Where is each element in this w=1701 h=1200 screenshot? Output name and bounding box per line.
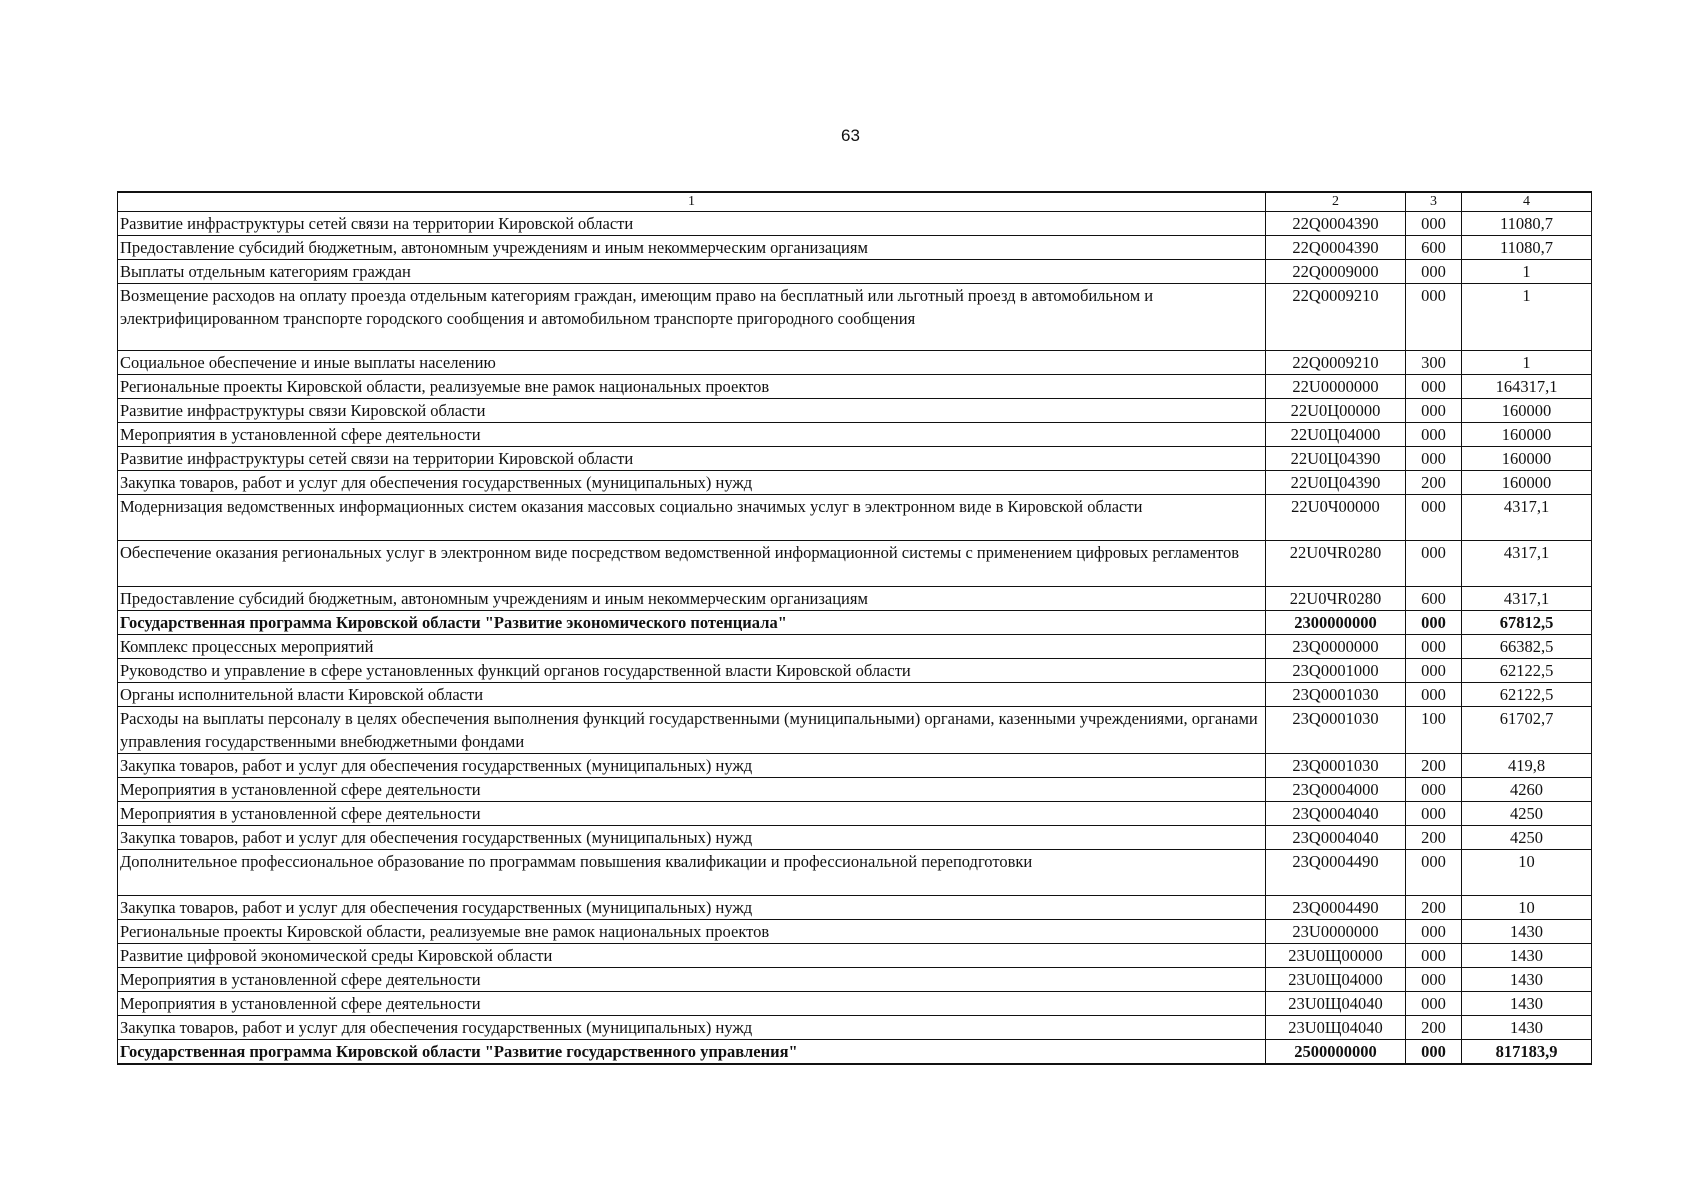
row-sum-cell: 66382,5 (1462, 635, 1592, 659)
row-name-cell: Выплаты отдельным категориям граждан (118, 260, 1266, 284)
table-row (118, 754, 1592, 778)
table-row (118, 968, 1592, 992)
table-row (118, 635, 1592, 659)
row-code-cell: 23Q0004000 (1266, 778, 1406, 802)
table-row (118, 447, 1592, 471)
row-code-cell: 22U0Ц00000 (1266, 399, 1406, 423)
row-type-cell: 300 (1406, 351, 1462, 375)
row-name-cell: Мероприятия в установленной сфере деятельности (118, 968, 1266, 992)
row-name-cell: Расходы на выплаты персоналу в целях обеспечения выполнения функций государственными (муниципальными) органами, казенными учреждениями, органами управления государственными внебюджетными фондами (118, 707, 1266, 754)
row-type-cell: 000 (1406, 399, 1462, 423)
table-row (118, 399, 1592, 423)
row-sum-cell: 160000 (1462, 423, 1592, 447)
row-sum-cell: 4317,1 (1462, 541, 1592, 587)
row-name-cell: Закупка товаров, работ и услуг для обеспечения государственных (муниципальных) нужд (118, 471, 1266, 495)
row-code-cell: 23U0Щ04040 (1266, 992, 1406, 1016)
row-sum-cell: 1430 (1462, 920, 1592, 944)
row-type-cell: 000 (1406, 1040, 1462, 1065)
row-sum-cell: 1430 (1462, 992, 1592, 1016)
row-name-cell: Предоставление субсидий бюджетным, автономным учреждениям и иным некоммерческим организациям (118, 587, 1266, 611)
row-code-cell: 23Q0004490 (1266, 850, 1406, 896)
row-type-cell: 000 (1406, 920, 1462, 944)
page-number: 63 (841, 126, 860, 145)
table-row (118, 826, 1592, 850)
table-row (118, 284, 1592, 351)
row-name-cell: Государственная программа Кировской области "Развитие государственного управления" (118, 1040, 1266, 1065)
row-name-cell: Закупка товаров, работ и услуг для обеспечения государственных (муниципальных) нужд (118, 896, 1266, 920)
header-col-4: 4 (1462, 192, 1592, 212)
table-row (118, 423, 1592, 447)
row-code-cell: 23Q0001030 (1266, 754, 1406, 778)
row-sum-cell: 1430 (1462, 968, 1592, 992)
header-col-2: 2 (1266, 192, 1406, 212)
table-row (118, 1016, 1592, 1040)
table-row (118, 920, 1592, 944)
row-sum-cell: 1430 (1462, 1016, 1592, 1040)
row-code-cell: 23Q0000000 (1266, 635, 1406, 659)
row-name-cell: Развитие инфраструктуры сетей связи на территории Кировской области (118, 212, 1266, 236)
row-sum-cell: 10 (1462, 850, 1592, 896)
row-code-cell: 22U0Ц04390 (1266, 471, 1406, 495)
table-row (118, 992, 1592, 1016)
row-sum-cell: 817183,9 (1462, 1040, 1592, 1065)
table-row (118, 611, 1592, 635)
row-name-cell: Органы исполнительной власти Кировской области (118, 683, 1266, 707)
row-code-cell: 23Q0001000 (1266, 659, 1406, 683)
table-row (118, 375, 1592, 399)
row-code-cell: 2300000000 (1266, 611, 1406, 635)
table-row (118, 541, 1592, 587)
table-row (118, 659, 1592, 683)
header-col-1: 1 (118, 192, 1266, 212)
row-code-cell: 23Q0001030 (1266, 707, 1406, 754)
row-sum-cell: 61702,7 (1462, 707, 1592, 754)
table-row (118, 707, 1592, 754)
row-code-cell: 22U0Ц04390 (1266, 447, 1406, 471)
row-sum-cell: 11080,7 (1462, 236, 1592, 260)
row-code-cell: 22Q0009210 (1266, 284, 1406, 351)
row-type-cell: 000 (1406, 968, 1462, 992)
budget-table (117, 191, 1592, 1065)
row-type-cell: 200 (1406, 471, 1462, 495)
row-name-cell: Развитие инфраструктуры связи Кировской области (118, 399, 1266, 423)
row-type-cell: 100 (1406, 707, 1462, 754)
row-sum-cell: 11080,7 (1462, 212, 1592, 236)
row-name-cell: Развитие инфраструктуры сетей связи на территории Кировской области (118, 447, 1266, 471)
row-name-cell: Региональные проекты Кировской области, реализуемые вне рамок национальных проектов (118, 920, 1266, 944)
row-type-cell: 200 (1406, 896, 1462, 920)
row-code-cell: 22Q0004390 (1266, 212, 1406, 236)
row-code-cell: 22U0000000 (1266, 375, 1406, 399)
row-sum-cell: 419,8 (1462, 754, 1592, 778)
row-code-cell: 23Q0004040 (1266, 826, 1406, 850)
row-code-cell: 23U0000000 (1266, 920, 1406, 944)
row-name-cell: Обеспечение оказания региональных услуг в электронном виде посредством ведомственной информационной системы с применением цифровых регламентов (118, 541, 1266, 587)
table-row (118, 802, 1592, 826)
table-row (118, 212, 1592, 236)
row-type-cell: 000 (1406, 802, 1462, 826)
row-name-cell: Региональные проекты Кировской области, реализуемые вне рамок национальных проектов (118, 375, 1266, 399)
table-row (118, 778, 1592, 802)
row-sum-cell: 4260 (1462, 778, 1592, 802)
table-row (118, 236, 1592, 260)
row-sum-cell: 1 (1462, 260, 1592, 284)
row-sum-cell: 10 (1462, 896, 1592, 920)
row-name-cell: Мероприятия в установленной сфере деятельности (118, 802, 1266, 826)
row-name-cell: Мероприятия в установленной сфере деятельности (118, 423, 1266, 447)
table-header (118, 192, 1592, 212)
row-sum-cell: 67812,5 (1462, 611, 1592, 635)
row-name-cell: Социальное обеспечение и иные выплаты населению (118, 351, 1266, 375)
row-type-cell: 000 (1406, 778, 1462, 802)
row-code-cell: 2500000000 (1266, 1040, 1406, 1065)
row-sum-cell: 4250 (1462, 802, 1592, 826)
row-type-cell: 000 (1406, 284, 1462, 351)
row-code-cell: 23U0Щ04040 (1266, 1016, 1406, 1040)
row-code-cell: 22Q0009000 (1266, 260, 1406, 284)
row-code-cell: 23U0Щ00000 (1266, 944, 1406, 968)
row-sum-cell: 164317,1 (1462, 375, 1592, 399)
row-type-cell: 200 (1406, 1016, 1462, 1040)
row-sum-cell: 4250 (1462, 826, 1592, 850)
row-name-cell: Закупка товаров, работ и услуг для обеспечения государственных (муниципальных) нужд (118, 1016, 1266, 1040)
header-col-3: 3 (1406, 192, 1462, 212)
table-row (118, 260, 1592, 284)
table-body (118, 212, 1592, 1065)
row-code-cell: 23Q0004490 (1266, 896, 1406, 920)
row-sum-cell: 1430 (1462, 944, 1592, 968)
table-row (118, 495, 1592, 541)
row-type-cell: 000 (1406, 992, 1462, 1016)
row-code-cell: 22Q0009210 (1266, 351, 1406, 375)
row-type-cell: 000 (1406, 212, 1462, 236)
row-sum-cell: 4317,1 (1462, 587, 1592, 611)
row-type-cell: 200 (1406, 754, 1462, 778)
table-row (118, 471, 1592, 495)
row-name-cell: Возмещение расходов на оплату проезда отдельным категориям граждан, имеющим право на бесплатный или льготный проезд в автомобильном и электрифицированном транспорте городского сообщения и автомобильном транспорте пригородного сообщения (118, 284, 1266, 351)
row-sum-cell: 160000 (1462, 399, 1592, 423)
row-code-cell: 23Q0004040 (1266, 802, 1406, 826)
row-type-cell: 600 (1406, 587, 1462, 611)
row-name-cell: Развитие цифровой экономической среды Кировской области (118, 944, 1266, 968)
table-row (118, 1040, 1592, 1065)
row-sum-cell: 62122,5 (1462, 659, 1592, 683)
row-type-cell: 000 (1406, 683, 1462, 707)
row-type-cell: 000 (1406, 423, 1462, 447)
table-row (118, 587, 1592, 611)
row-name-cell: Мероприятия в установленной сфере деятельности (118, 992, 1266, 1016)
row-code-cell: 23Q0001030 (1266, 683, 1406, 707)
row-sum-cell: 160000 (1462, 471, 1592, 495)
row-type-cell: 000 (1406, 850, 1462, 896)
row-code-cell: 22U0ЧR0280 (1266, 587, 1406, 611)
table-row (118, 683, 1592, 707)
row-name-cell: Закупка товаров, работ и услуг для обеспечения государственных (муниципальных) нужд (118, 826, 1266, 850)
row-type-cell: 000 (1406, 495, 1462, 541)
row-sum-cell: 160000 (1462, 447, 1592, 471)
table-row (118, 351, 1592, 375)
row-code-cell: 22Q0004390 (1266, 236, 1406, 260)
row-type-cell: 000 (1406, 611, 1462, 635)
row-code-cell: 22U0Ц04000 (1266, 423, 1406, 447)
table-row (118, 944, 1592, 968)
row-type-cell: 000 (1406, 447, 1462, 471)
row-sum-cell: 1 (1462, 351, 1592, 375)
row-sum-cell: 4317,1 (1462, 495, 1592, 541)
row-type-cell: 000 (1406, 375, 1462, 399)
row-name-cell: Дополнительное профессиональное образование по программам повышения квалификации и профессиональной переподготовки (118, 850, 1266, 896)
row-name-cell: Модернизация ведомственных информационных систем оказания массовых социально значимых услуг в электронном виде в Кировской области (118, 495, 1266, 541)
row-code-cell: 22U0Ч00000 (1266, 495, 1406, 541)
row-type-cell: 000 (1406, 944, 1462, 968)
row-type-cell: 000 (1406, 541, 1462, 587)
row-type-cell: 000 (1406, 659, 1462, 683)
table-row (118, 896, 1592, 920)
row-type-cell: 000 (1406, 260, 1462, 284)
row-type-cell: 200 (1406, 826, 1462, 850)
row-type-cell: 000 (1406, 635, 1462, 659)
row-name-cell: Руководство и управление в сфере установленных функций органов государственной власти Кировской области (118, 659, 1266, 683)
row-type-cell: 600 (1406, 236, 1462, 260)
row-name-cell: Предоставление субсидий бюджетным, автономным учреждениям и иным некоммерческим организациям (118, 236, 1266, 260)
table-row (118, 850, 1592, 896)
row-name-cell: Закупка товаров, работ и услуг для обеспечения государственных (муниципальных) нужд (118, 754, 1266, 778)
row-name-cell: Государственная программа Кировской области "Развитие экономического потенциала" (118, 611, 1266, 635)
row-name-cell: Мероприятия в установленной сфере деятельности (118, 778, 1266, 802)
row-name-cell: Комплекс процессных мероприятий (118, 635, 1266, 659)
row-sum-cell: 62122,5 (1462, 683, 1592, 707)
row-code-cell: 22U0ЧR0280 (1266, 541, 1406, 587)
row-sum-cell: 1 (1462, 284, 1592, 351)
row-code-cell: 23U0Щ04000 (1266, 968, 1406, 992)
